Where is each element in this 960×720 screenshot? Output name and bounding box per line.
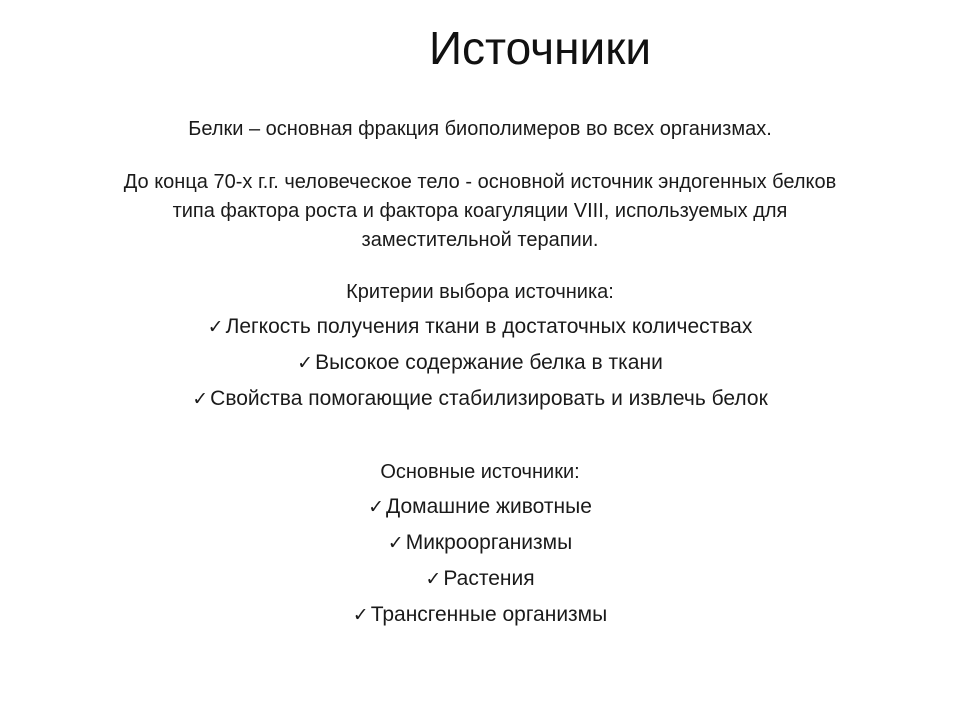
sources-item-label: Микроорганизмы — [405, 531, 573, 554]
history-line: типа фактора роста и фактора коагуляции VIII, используемых для — [172, 200, 788, 222]
sources-item — [0, 489, 960, 525]
checkmark-icon: ✓ — [425, 568, 442, 590]
criteria-item-label: Легкость получения ткани в достаточных количествах — [225, 315, 753, 338]
sources-item-label: Растения — [443, 567, 535, 590]
sources-item — [0, 561, 960, 597]
sources-item-label: Домашние животные — [386, 495, 592, 518]
checkmark-icon: ✓ — [192, 388, 209, 410]
criteria-item-label: Высокое содержание белка в ткани — [315, 351, 663, 374]
checkmark-icon: ✓ — [387, 532, 404, 554]
checkmark-icon: ✓ — [368, 496, 385, 518]
criteria-item-label: Свойства помогающие стабилизировать и извлечь белок — [210, 387, 768, 410]
sources-item — [0, 597, 960, 633]
sources-heading: Основные источники: — [380, 461, 580, 483]
sources-list — [0, 489, 960, 633]
checkmark-icon: ✓ — [352, 604, 369, 626]
criteria-item — [0, 381, 960, 417]
criteria-item — [0, 345, 960, 381]
history-paragraph — [0, 168, 960, 255]
history-line: заместительной терапии. — [361, 229, 599, 251]
checkmark-icon: ✓ — [207, 316, 224, 338]
criteria-list — [0, 309, 960, 417]
slide-body — [0, 110, 960, 633]
sources-item — [0, 525, 960, 561]
checkmark-icon: ✓ — [297, 352, 314, 374]
criteria-item — [0, 309, 960, 345]
intro-paragraph: Белки – основная фракция биополимеров во всех организмах. — [188, 118, 772, 140]
history-line: До конца 70-х г.г. человеческое тело - основной источник эндогенных белков — [123, 171, 837, 193]
slide-title: Источники — [428, 22, 652, 74]
criteria-heading: Критерии выбора источника: — [346, 281, 614, 303]
sources-item-label: Трансгенные организмы — [370, 603, 608, 626]
